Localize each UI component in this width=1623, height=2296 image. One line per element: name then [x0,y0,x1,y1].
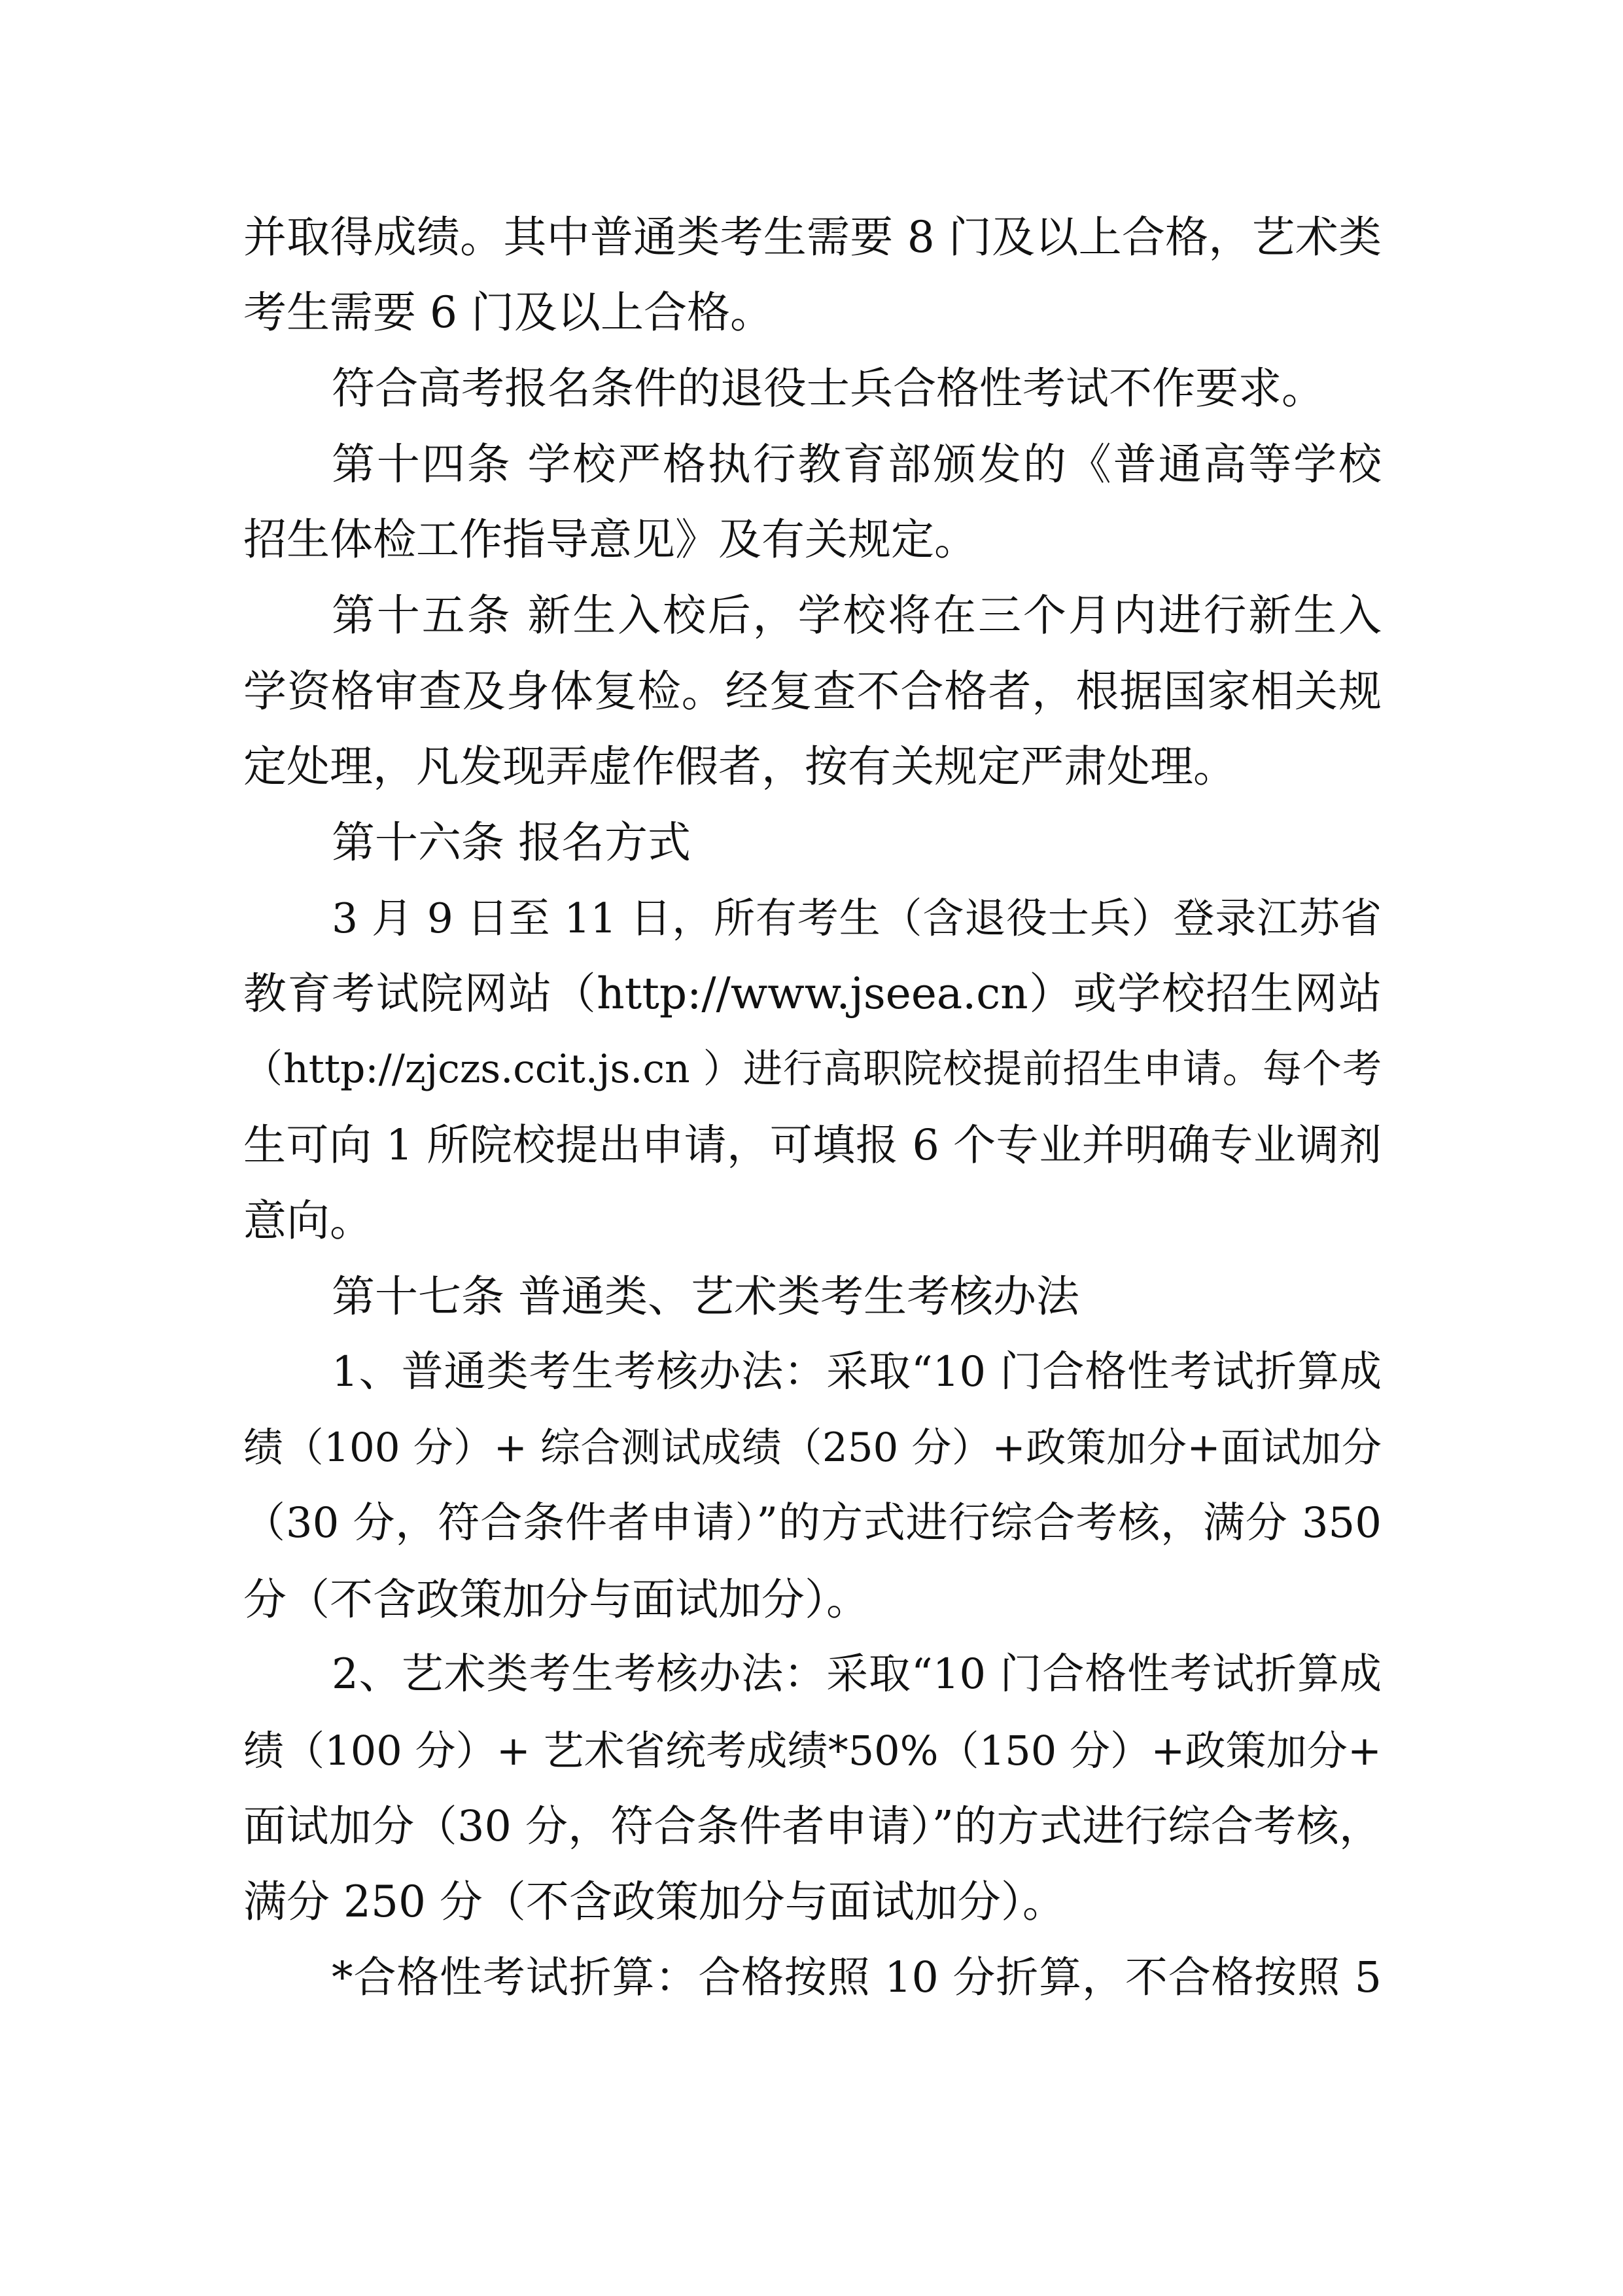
text-line: 满分 250 分（不含政策加分与面试加分）。 [243,1877,1066,1927]
text-line: *合格性考试折算：合格按照 10 分折算，不合格按照 5 [332,1953,1382,2002]
article-16-heading-line: 第十六条 报名方式 [332,817,691,868]
text-line: 意向。 [243,1195,373,1246]
text-line: 符合高考报名条件的退役士兵合格性考试不作要求。 [332,363,1325,414]
text-line: 生可向 1 所院校提出申请，可填报 6 个专业并明确专业调剂 [243,1121,1382,1170]
text-line: 招生体检工作指导意见》及有关规定。 [243,514,977,565]
text-line: （30 分，符合条件者申请）”的方式进行综合考核，满分 350 [243,1499,1382,1547]
text-line: 教育考试院网站（http://www.jseea.cn）或学校招生网站 [243,968,1382,1019]
article-14-heading-line: 第十四条 学校严格执行教育部颁发的《普通高等学校 [332,439,1382,489]
text-line: 2、艺术类考生考核办法：采取“10 门合格性考试折算成 [332,1650,1382,1699]
text-line: 定处理，凡发现弄虚作假者，按有关规定严肃处理。 [243,741,1236,792]
text-line: 绩（100 分）+ 综合测试成绩（250 分）+政策加分+面试加分 [243,1424,1382,1471]
text-line: 3 月 9 日至 11 日，所有考生（含退役士兵）登录江苏省 [332,894,1382,942]
text-line: 学资格审查及身体复检。经复查不合格者，根据国家相关规 [243,666,1382,716]
text-line: 面试加分（30 分，符合条件者申请）”的方式进行综合考核， [243,1802,1382,1851]
article-15-heading-line: 第十五条 新生入校后，学校将在三个月内进行新生入 [332,590,1382,641]
text-line: 并取得成绩。其中普通类考生需要 8 门及以上合格，艺术类 [243,212,1382,262]
text-line: 考生需要 6 门及以上合格。 [243,287,773,338]
text-line: （http://zjczs.ccit.js.cn ）进行高职院校提前招生申请。每个考 [243,1046,1382,1092]
text-line: 分（不含政策加分与面试加分）。 [243,1574,869,1625]
text-line: 绩（100 分）+ 艺术省统考成绩*50%（150 分）+政策加分+ [243,1727,1382,1775]
text-line: 1、普通类考生考核办法：采取“10 门合格性考试折算成 [332,1348,1382,1396]
article-17-heading-line: 第十七条 普通类、艺术类考生考核办法 [332,1271,1079,1322]
